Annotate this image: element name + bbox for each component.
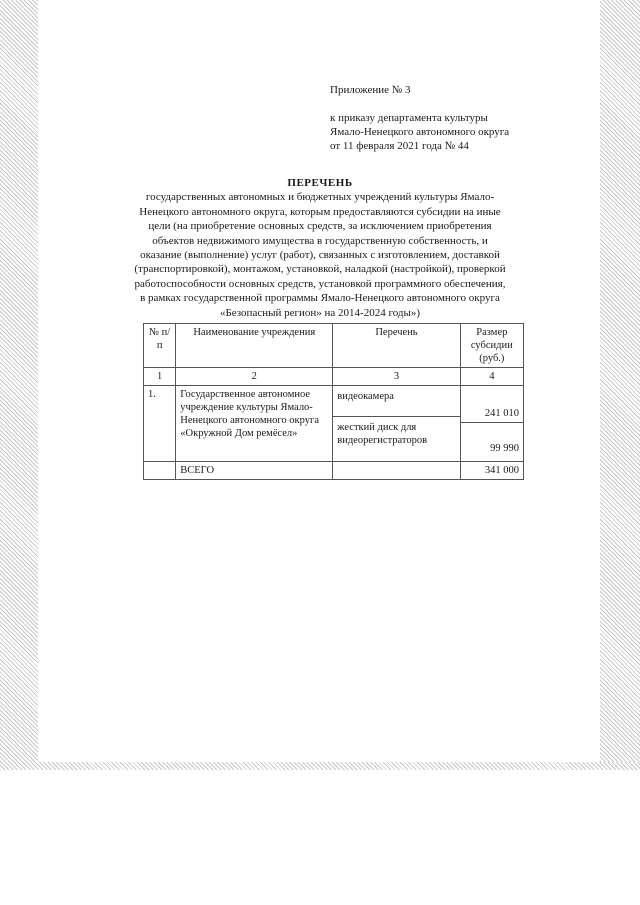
heading-line: «Безопасный регион» на 2014-2024 годы») [219, 306, 421, 319]
total-row [144, 462, 524, 480]
appendix-line: от 11 февраля 2021 года № 44 [330, 140, 469, 152]
page-border-bottom [0, 762, 640, 770]
total-amount: 341 000 [460, 462, 523, 480]
item-label: видеокамера [337, 391, 394, 402]
page-border-right [600, 0, 640, 770]
heading-line: в рамках государственной программы Ямало-Ненецкого автономного округа [140, 292, 500, 305]
heading-line: (транспортировкой), монтажом, установкой, наладкой (настройкой), проверкой [134, 263, 506, 276]
page-border-left [0, 0, 38, 770]
heading-line: Ненецкого автономного округа, которым предоставляются субсидии на иные [139, 205, 501, 218]
table-header-row [144, 324, 524, 368]
document-heading [110, 176, 530, 320]
header-number: № п/п [144, 324, 176, 368]
column-number-row [144, 368, 524, 386]
header-institution: Наименование учреждения [176, 324, 333, 368]
appendix-line: к приказу департамента культуры [330, 112, 488, 124]
appendix-line: Ямало-Ненецкого автономного округа [330, 126, 510, 138]
header-amount: Размер субсидии (руб.) [460, 324, 523, 368]
heading-line: объектов недвижимого имущества в государственную собственность, и [152, 234, 488, 247]
total-label: ВСЕГО [176, 462, 333, 480]
appendix-title: Приложение № 3 [330, 84, 411, 96]
heading-title: ПЕРЕЧЕНЬ [287, 177, 353, 189]
header-list: Перечень [333, 324, 460, 368]
column-number: 1 [144, 368, 176, 386]
appendix-block [330, 83, 509, 153]
column-number: 3 [333, 368, 460, 386]
items-cell [333, 386, 460, 462]
heading-line: оказание (выполнение) услуг (работ), связанных с изготовлением, доставкой [140, 249, 500, 262]
institution-name: Государственное автономное учреждение культуры Ямало-Ненецкого автономного округа «Окружной Дом ремёсел» [176, 386, 333, 462]
amounts-cell [460, 386, 523, 462]
subsidy-table [143, 323, 524, 480]
table-row [144, 386, 524, 462]
item-label: жесткий диск для видеорегистраторов [333, 416, 459, 461]
item-amount: 99 990 [461, 422, 523, 457]
column-number: 2 [176, 368, 333, 386]
column-number: 4 [460, 368, 523, 386]
heading-line: государственных автономных и бюджетных учреждений культуры Ямало- [145, 191, 495, 204]
heading-line: цели (на приобретение основных средств, за исключением приобретения [148, 220, 492, 233]
row-number: 1. [144, 386, 176, 462]
heading-line: работоспособности основных средств, установкой программного обеспечения, [134, 277, 506, 290]
item-amount: 241 010 [484, 408, 519, 419]
total-empty-cell [144, 462, 176, 480]
total-empty-cell [333, 462, 460, 480]
